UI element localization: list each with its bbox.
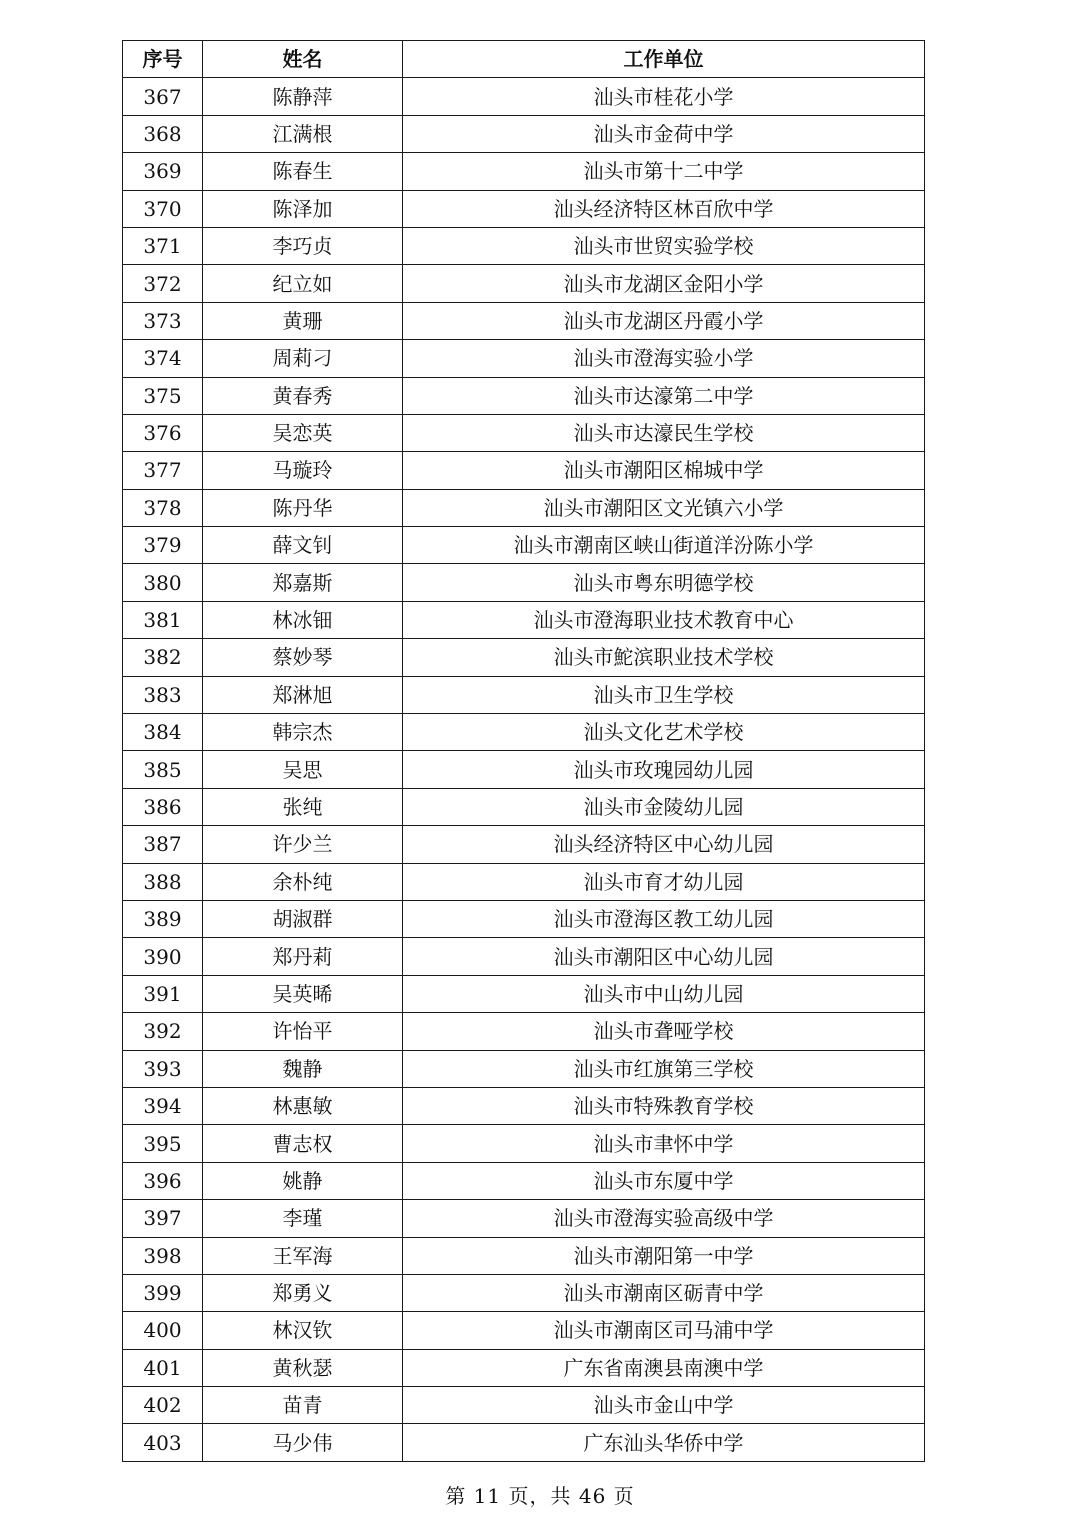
- cell-work-unit: 汕头市第十二中学: [403, 153, 925, 190]
- table-row: [123, 601, 925, 638]
- table-row: [123, 1349, 925, 1386]
- cell-serial-number: 383: [123, 676, 203, 713]
- cell-serial-number: 391: [123, 975, 203, 1012]
- cell-work-unit: 汕头市聿怀中学: [403, 1125, 925, 1162]
- table-row: [123, 1237, 925, 1274]
- cell-name: 黄秋瑟: [203, 1349, 403, 1386]
- table-row: [123, 1200, 925, 1237]
- cell-work-unit: 汕头经济特区林百欣中学: [403, 190, 925, 227]
- cell-name: 余朴纯: [203, 863, 403, 900]
- cell-serial-number: 376: [123, 414, 203, 451]
- cell-work-unit: 汕头文化艺术学校: [403, 714, 925, 751]
- cell-serial-number: 369: [123, 153, 203, 190]
- cell-name: 江满根: [203, 115, 403, 152]
- cell-serial-number: 385: [123, 751, 203, 788]
- cell-work-unit: 汕头市金荷中学: [403, 115, 925, 152]
- cell-work-unit: 汕头市澄海实验小学: [403, 340, 925, 377]
- cell-serial-number: 372: [123, 265, 203, 302]
- cell-serial-number: 370: [123, 190, 203, 227]
- cell-serial-number: 398: [123, 1237, 203, 1274]
- cell-serial-number: 384: [123, 714, 203, 751]
- table-row: [123, 377, 925, 414]
- table-row: [123, 1274, 925, 1311]
- cell-serial-number: 397: [123, 1200, 203, 1237]
- table-row: [123, 788, 925, 825]
- cell-name: 黄珊: [203, 302, 403, 339]
- cell-serial-number: 379: [123, 527, 203, 564]
- cell-work-unit: 汕头市鮀滨职业技术学校: [403, 639, 925, 676]
- cell-serial-number: 387: [123, 826, 203, 863]
- cell-work-unit: 汕头市东厦中学: [403, 1162, 925, 1199]
- header-serial-number: 序号: [123, 41, 203, 78]
- cell-work-unit: 汕头市聋哑学校: [403, 1013, 925, 1050]
- cell-serial-number: 393: [123, 1050, 203, 1087]
- table-row: [123, 1050, 925, 1087]
- table-row: [123, 826, 925, 863]
- table-row: [123, 676, 925, 713]
- cell-serial-number: 392: [123, 1013, 203, 1050]
- cell-work-unit: 汕头市达濠第二中学: [403, 377, 925, 414]
- cell-name: 纪立如: [203, 265, 403, 302]
- cell-name: 周莉刁: [203, 340, 403, 377]
- header-work-unit: 工作单位: [403, 41, 925, 78]
- cell-work-unit: 汕头市世贸实验学校: [403, 227, 925, 264]
- page-number-footer: 第 11 页，共 46 页: [445, 1484, 635, 1508]
- cell-name: 胡淑群: [203, 900, 403, 937]
- cell-work-unit: 汕头市潮阳第一中学: [403, 1237, 925, 1274]
- roster-sheet: [122, 40, 924, 1462]
- cell-serial-number: 396: [123, 1162, 203, 1199]
- cell-name: 曹志权: [203, 1125, 403, 1162]
- table-row: [123, 714, 925, 751]
- cell-work-unit: 汕头市特殊教育学校: [403, 1087, 925, 1124]
- cell-name: 吴思: [203, 751, 403, 788]
- cell-name: 陈静萍: [203, 78, 403, 115]
- cell-work-unit: 汕头市粤东明德学校: [403, 564, 925, 601]
- cell-name: 许怡平: [203, 1013, 403, 1050]
- cell-serial-number: 380: [123, 564, 203, 601]
- cell-work-unit: 汕头市潮南区砺青中学: [403, 1274, 925, 1311]
- table-row: [123, 340, 925, 377]
- cell-serial-number: 402: [123, 1387, 203, 1424]
- table-body: [123, 78, 925, 1461]
- table-row: [123, 302, 925, 339]
- cell-serial-number: 401: [123, 1349, 203, 1386]
- cell-work-unit: 汕头市金陵幼儿园: [403, 788, 925, 825]
- cell-work-unit: 汕头市金山中学: [403, 1387, 925, 1424]
- cell-name: 马少伟: [203, 1424, 403, 1461]
- cell-name: 陈泽加: [203, 190, 403, 227]
- table-row: [123, 1312, 925, 1349]
- cell-work-unit: 汕头经济特区中心幼儿园: [403, 826, 925, 863]
- cell-name: 林汉钦: [203, 1312, 403, 1349]
- cell-name: 吴恋英: [203, 414, 403, 451]
- cell-work-unit: 汕头市红旗第三学校: [403, 1050, 925, 1087]
- cell-serial-number: 377: [123, 452, 203, 489]
- cell-name: 林惠敏: [203, 1087, 403, 1124]
- cell-name: 张纯: [203, 788, 403, 825]
- cell-work-unit: 汕头市潮阳区棉城中学: [403, 452, 925, 489]
- cell-work-unit: 汕头市龙湖区丹霞小学: [403, 302, 925, 339]
- cell-work-unit: 汕头市桂花小学: [403, 78, 925, 115]
- cell-name: 魏静: [203, 1050, 403, 1087]
- cell-name: 蔡妙琴: [203, 639, 403, 676]
- cell-work-unit: 汕头市玫瑰园幼儿园: [403, 751, 925, 788]
- table-row: [123, 452, 925, 489]
- cell-serial-number: 386: [123, 788, 203, 825]
- cell-name: 郑嘉斯: [203, 564, 403, 601]
- cell-serial-number: 389: [123, 900, 203, 937]
- cell-name: 郑勇义: [203, 1274, 403, 1311]
- table-row: [123, 975, 925, 1012]
- cell-serial-number: 378: [123, 489, 203, 526]
- cell-name: 韩宗杰: [203, 714, 403, 751]
- cell-work-unit: 汕头市中山幼儿园: [403, 975, 925, 1012]
- cell-work-unit: 汕头市潮南区峡山街道洋汾陈小学: [403, 527, 925, 564]
- cell-name: 李巧贞: [203, 227, 403, 264]
- cell-work-unit: 汕头市龙湖区金阳小学: [403, 265, 925, 302]
- cell-serial-number: 368: [123, 115, 203, 152]
- cell-work-unit: 汕头市达濠民生学校: [403, 414, 925, 451]
- cell-work-unit: 汕头市育才幼儿园: [403, 863, 925, 900]
- cell-serial-number: 388: [123, 863, 203, 900]
- cell-name: 吴英晞: [203, 975, 403, 1012]
- cell-serial-number: 375: [123, 377, 203, 414]
- cell-name: 陈丹华: [203, 489, 403, 526]
- cell-serial-number: 381: [123, 601, 203, 638]
- table-header-row: [123, 41, 925, 78]
- table-row: [123, 639, 925, 676]
- cell-name: 马璇玲: [203, 452, 403, 489]
- cell-work-unit: 汕头市潮阳区中心幼儿园: [403, 938, 925, 975]
- cell-serial-number: 374: [123, 340, 203, 377]
- roster-table: [122, 40, 925, 1462]
- table-row: [123, 1087, 925, 1124]
- table-row: [123, 1387, 925, 1424]
- cell-name: 王军海: [203, 1237, 403, 1274]
- cell-work-unit: 汕头市澄海实验高级中学: [403, 1200, 925, 1237]
- header-name: 姓名: [203, 41, 403, 78]
- cell-serial-number: 390: [123, 938, 203, 975]
- cell-name: 姚静: [203, 1162, 403, 1199]
- cell-work-unit: 广东省南澳县南澳中学: [403, 1349, 925, 1386]
- table-row: [123, 265, 925, 302]
- cell-name: 郑淋旭: [203, 676, 403, 713]
- cell-name: 林冰钿: [203, 601, 403, 638]
- cell-name: 苗青: [203, 1387, 403, 1424]
- cell-serial-number: 399: [123, 1274, 203, 1311]
- table-row: [123, 414, 925, 451]
- cell-work-unit: 汕头市澄海区教工幼儿园: [403, 900, 925, 937]
- table-row: [123, 527, 925, 564]
- table-row: [123, 227, 925, 264]
- cell-work-unit: 汕头市澄海职业技术教育中心: [403, 601, 925, 638]
- cell-name: 薛文钊: [203, 527, 403, 564]
- cell-serial-number: 373: [123, 302, 203, 339]
- cell-serial-number: 403: [123, 1424, 203, 1461]
- cell-name: 黄春秀: [203, 377, 403, 414]
- table-row: [123, 190, 925, 227]
- cell-work-unit: 汕头市卫生学校: [403, 676, 925, 713]
- cell-serial-number: 367: [123, 78, 203, 115]
- table-row: [123, 78, 925, 115]
- cell-serial-number: 394: [123, 1087, 203, 1124]
- cell-serial-number: 382: [123, 639, 203, 676]
- cell-name: 陈春生: [203, 153, 403, 190]
- table-row: [123, 489, 925, 526]
- cell-name: 李瑾: [203, 1200, 403, 1237]
- cell-serial-number: 400: [123, 1312, 203, 1349]
- table-row: [123, 564, 925, 601]
- table-row: [123, 1162, 925, 1199]
- cell-serial-number: 371: [123, 227, 203, 264]
- cell-serial-number: 395: [123, 1125, 203, 1162]
- table-row: [123, 1424, 925, 1461]
- cell-work-unit: 汕头市潮南区司马浦中学: [403, 1312, 925, 1349]
- table-row: [123, 1013, 925, 1050]
- cell-work-unit: 汕头市潮阳区文光镇六小学: [403, 489, 925, 526]
- table-row: [123, 115, 925, 152]
- table-row: [123, 153, 925, 190]
- cell-name: 郑丹莉: [203, 938, 403, 975]
- cell-name: 许少兰: [203, 826, 403, 863]
- table-row: [123, 863, 925, 900]
- table-row: [123, 1125, 925, 1162]
- table-row: [123, 751, 925, 788]
- table-row: [123, 938, 925, 975]
- table-row: [123, 900, 925, 937]
- cell-work-unit: 广东汕头华侨中学: [403, 1424, 925, 1461]
